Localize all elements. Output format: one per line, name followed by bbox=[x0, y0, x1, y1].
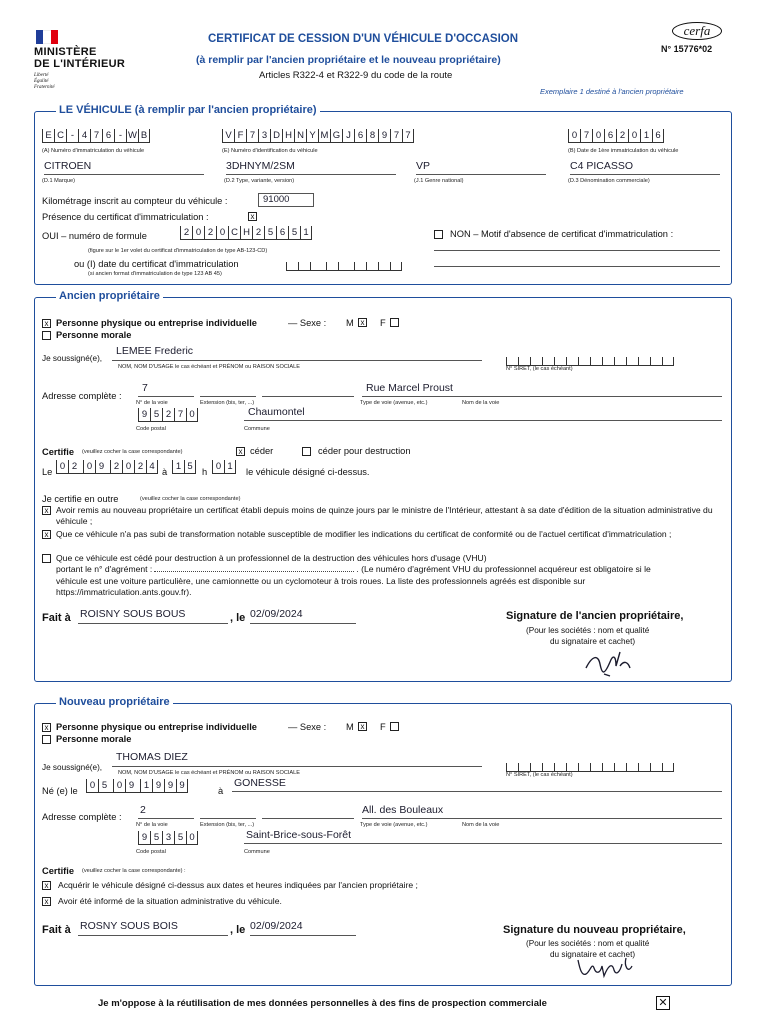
new-owner-address-label: Adresse complète : bbox=[42, 812, 122, 822]
vin-char: 7 bbox=[402, 129, 414, 142]
date-char: 9 bbox=[152, 779, 164, 792]
new-owner-certify-label: Certifie bbox=[42, 866, 75, 876]
old-owner-siret-caption: N° SIRET, (le cas échéant) bbox=[506, 366, 573, 372]
vin-char: D bbox=[270, 129, 282, 142]
date-char: 9 bbox=[164, 779, 176, 792]
registration-char: B bbox=[138, 129, 150, 142]
siret-char bbox=[626, 763, 638, 771]
old-owner-certify-label: Certifie bbox=[42, 447, 75, 457]
new-owner-name-caption: NOM, NOM D'USAGE le cas échéant et PRÉNOM ou RAISON SOCIALE bbox=[118, 770, 300, 776]
registration-char: C bbox=[54, 129, 66, 142]
commercial-name-field[interactable]: C4 PICASSO bbox=[570, 160, 720, 175]
siret-char bbox=[578, 763, 590, 771]
new-owner-person-label: Personne physique ou entreprise individuelle bbox=[56, 722, 257, 732]
new-owner-sex-f-checkbox[interactable] bbox=[390, 722, 399, 731]
siret-char bbox=[638, 763, 650, 771]
old-format-date-boxes[interactable] bbox=[286, 257, 402, 271]
birth-date-boxes[interactable] bbox=[86, 779, 188, 793]
destruction-checkbox[interactable] bbox=[302, 447, 311, 456]
old-date-char bbox=[326, 262, 338, 270]
cert-destruction-line3: véhicule est une voiture particulière, une camionnette ou un cyclomoteur à trois roues. La liste des professionnels agréés est disponible sur bbox=[56, 575, 586, 586]
siret-char bbox=[638, 357, 650, 365]
date-char: 1 bbox=[140, 779, 152, 792]
old-owner-extension-field[interactable] bbox=[200, 382, 256, 397]
old-format-label: ou (I) date du certificat d'immatriculation bbox=[74, 259, 239, 269]
cert-destruction-text bbox=[56, 553, 728, 599]
siret-char bbox=[662, 763, 674, 771]
registration-char: E bbox=[42, 129, 54, 142]
optout-text: Je m'oppose à la réutilisation de mes données personnelles à des fins de prospection commerciale bbox=[98, 998, 547, 1009]
siret-char bbox=[602, 763, 614, 771]
postal-char: 2 bbox=[162, 408, 174, 421]
old-owner-undersigned-label: Je soussigné(e), bbox=[42, 354, 103, 363]
formula-char: 6 bbox=[276, 226, 288, 239]
brand-field[interactable]: CITROEN bbox=[44, 160, 204, 175]
new-owner-fait-le: , le bbox=[230, 924, 246, 936]
copy-note: Exemplaire 1 destiné à l'ancien propriétaire bbox=[540, 87, 684, 96]
vin-boxes[interactable] bbox=[222, 129, 414, 143]
vehicle-designated-text: le véhicule désigné ci-dessus. bbox=[246, 467, 370, 477]
no-certificate-reason-line2[interactable] bbox=[434, 266, 720, 267]
cert-destruction-line1: Que ce véhicule est cédé pour destruction à un professionnel de la destruction des véhicules hors d'usage (VHU) bbox=[56, 553, 487, 563]
formula-number-boxes[interactable] bbox=[180, 226, 312, 240]
date-char: 7 bbox=[580, 129, 592, 142]
new-owner-fait-place[interactable]: ROSNY SOUS BOIS bbox=[78, 920, 228, 936]
date-char: 0 bbox=[628, 129, 640, 142]
acquire-checkbox[interactable]: x bbox=[42, 881, 51, 890]
registration-char: 7 bbox=[90, 129, 102, 142]
formula-char: 5 bbox=[264, 226, 276, 239]
birth-place-label: à bbox=[218, 786, 224, 796]
mileage-field[interactable]: 91000 bbox=[258, 193, 314, 207]
old-owner-siret-boxes[interactable] bbox=[506, 352, 674, 366]
new-owner-certify-hint: (veuillez cocher la case correspondante) : bbox=[82, 868, 186, 874]
registration-char: 4 bbox=[78, 129, 90, 142]
genre-field[interactable]: VP bbox=[416, 160, 546, 175]
new-owner-signature-note2: du signataire et cachet) bbox=[550, 950, 636, 959]
date-char: 0 bbox=[592, 129, 604, 142]
vin-char: H bbox=[282, 129, 294, 142]
old-owner-extension-caption: Extension (bis, ter, ...) bbox=[200, 400, 255, 406]
no-certificate-checkbox[interactable] bbox=[434, 230, 443, 239]
new-owner-signature-note1: (Pour les sociétés : nom et qualité bbox=[526, 939, 650, 948]
no-certificate-reason-line1[interactable] bbox=[434, 250, 720, 251]
presence-checkbox[interactable]: x bbox=[248, 212, 257, 221]
new-owner-sex-m-checkbox[interactable]: x bbox=[358, 722, 367, 731]
date-char: 5 bbox=[98, 779, 110, 792]
vin-char: 7 bbox=[390, 129, 402, 142]
old-owner-name-field[interactable]: LEMEE Frederic bbox=[112, 345, 482, 361]
postal-char: 9 bbox=[138, 408, 150, 421]
registration-char: - bbox=[66, 129, 78, 142]
minute-char: 0 bbox=[212, 460, 224, 473]
new-owner-street-type-field[interactable] bbox=[262, 804, 354, 819]
date-char: 6 bbox=[652, 129, 664, 142]
date-char: 0 bbox=[113, 779, 125, 792]
flag-blue bbox=[36, 30, 43, 44]
old-owner-sex-f-checkbox[interactable] bbox=[390, 318, 399, 327]
new-owner-signature[interactable] bbox=[574, 952, 638, 982]
birth-place-field[interactable]: GONESSE bbox=[232, 777, 722, 792]
cerfa-number: N° 15776*02 bbox=[661, 44, 713, 54]
old-owner-moral-label: Personne morale bbox=[56, 330, 132, 340]
commercial-name-caption: (D.3 Dénomination commerciale) bbox=[568, 178, 650, 184]
motto-egalite: Égalité bbox=[34, 79, 49, 84]
date-char: 2 bbox=[616, 129, 628, 142]
postal-char: 0 bbox=[186, 408, 198, 421]
hour-char: 1 bbox=[172, 460, 184, 473]
vin-char: V bbox=[222, 129, 234, 142]
new-owner-signature-title: Signature du nouveau propriétaire, bbox=[503, 924, 686, 936]
siret-char bbox=[506, 357, 518, 365]
acquire-text: Acquérir le véhicule désigné ci-dessus aux dates et heures indiquées par l'ancien propriétaire ; bbox=[58, 880, 418, 890]
republic-motto bbox=[34, 73, 55, 91]
no-certificate-label: NON – Motif d'absence de certificat d'immatriculation : bbox=[450, 229, 674, 239]
type-field[interactable]: 3DHNYM/2SM bbox=[226, 160, 396, 175]
date-char: 0 bbox=[122, 460, 134, 473]
cert-no-transform-text: Que ce véhicule n'a pas subi de transformation notable susceptible de modifier les indications du certificat de conformité ou de l'actuel certificat d'immatriculation ; bbox=[56, 529, 672, 539]
formula-char: C bbox=[228, 226, 240, 239]
old-owner-fait-label: Fait à bbox=[42, 612, 71, 624]
old-owner-postal-boxes[interactable] bbox=[138, 408, 198, 422]
siret-char bbox=[626, 357, 638, 365]
siret-char bbox=[542, 763, 554, 771]
formula-char: 2 bbox=[204, 226, 216, 239]
old-owner-street-type-field[interactable] bbox=[262, 382, 354, 397]
postal-char: 5 bbox=[150, 408, 162, 421]
old-date-char bbox=[286, 262, 298, 270]
new-owner-title: Nouveau propriétaire bbox=[56, 696, 173, 708]
registration-char: 6 bbox=[102, 129, 114, 142]
signature-stroke bbox=[578, 958, 632, 976]
old-owner-sexe-label: — Sexe : bbox=[288, 318, 327, 328]
old-date-char bbox=[366, 262, 378, 270]
postal-char: 9 bbox=[138, 831, 150, 844]
new-owner-street-type-caption: Type de voie (avenue, etc.) bbox=[360, 822, 428, 828]
new-owner-siret-caption: N° SIRET, (le cas échéant) bbox=[506, 772, 573, 778]
siret-char bbox=[530, 357, 542, 365]
siret-char bbox=[662, 357, 674, 365]
old-date-char bbox=[298, 262, 310, 270]
registration-char: - bbox=[114, 129, 126, 142]
new-owner-street-number-caption: N° de la voie bbox=[136, 822, 168, 828]
registration-number-boxes[interactable] bbox=[42, 129, 150, 143]
old-owner-name-caption: NOM, NOM D'USAGE le cas échéant et PRÉNOM ou RAISON SOCIALE bbox=[118, 364, 300, 370]
signature-stroke bbox=[586, 652, 630, 676]
siret-char bbox=[566, 357, 578, 365]
new-owner-moral-checkbox[interactable] bbox=[42, 735, 51, 744]
date-char: 2 bbox=[68, 460, 80, 473]
date-char: 4 bbox=[146, 460, 158, 473]
old-owner-street-number-caption: N° de la voie bbox=[136, 400, 168, 406]
date-char: 0 bbox=[56, 460, 68, 473]
vin-char: F bbox=[234, 129, 246, 142]
new-owner-postal-boxes[interactable] bbox=[138, 831, 198, 845]
siret-char bbox=[518, 357, 530, 365]
vin-char: M bbox=[318, 129, 330, 142]
cert-report-text: Avoir remis au nouveau propriétaire un certificat établi depuis moins de quinze jours par le ministre de l'Intérieur, attestant à sa date d'édition de la situation administrative du véhicule ; bbox=[56, 505, 713, 526]
old-date-char bbox=[390, 262, 402, 270]
postal-char: 3 bbox=[162, 831, 174, 844]
siret-char bbox=[650, 763, 662, 771]
sale-a-label: à bbox=[162, 467, 168, 477]
date-char: 0 bbox=[568, 129, 580, 142]
minute-char: 1 bbox=[224, 460, 236, 473]
formula-note: (figure sur le 1er volet du certificat d'immatriculation de type AB-123-CD) bbox=[88, 248, 268, 254]
postal-char: 5 bbox=[150, 831, 162, 844]
old-date-char bbox=[310, 262, 322, 270]
siret-char bbox=[566, 763, 578, 771]
sale-minute-boxes[interactable] bbox=[212, 460, 236, 474]
old-owner-city-caption: Commune bbox=[244, 426, 270, 432]
document-subtitle: (à remplir par l'ancien propriétaire et le nouveau propriétaire) bbox=[196, 54, 501, 66]
old-owner-street-number[interactable]: 7 bbox=[138, 382, 194, 397]
old-owner-address-label: Adresse complète : bbox=[42, 391, 122, 401]
new-owner-undersigned-label: Je soussigné(e), bbox=[42, 763, 103, 772]
vin-char: J bbox=[342, 129, 354, 142]
cerfa-logo: cerfa bbox=[672, 22, 722, 40]
vin-char: 3 bbox=[258, 129, 270, 142]
old-owner-signature-title: Signature de l'ancien propriétaire, bbox=[506, 610, 684, 622]
vin-char: G bbox=[330, 129, 342, 142]
new-owner-extension-caption: Extension (bis, ter, ...) bbox=[200, 822, 255, 828]
old-owner-title: Ancien propriétaire bbox=[56, 290, 163, 302]
new-owner-extension-field[interactable] bbox=[200, 804, 256, 819]
formula-char: 1 bbox=[300, 226, 312, 239]
formula-char: 0 bbox=[216, 226, 228, 239]
document-title: CERTIFICAT DE CESSION D'UN VÉHICULE D'OCCASION bbox=[208, 33, 519, 45]
old-owner-signature-note1: (Pour les sociétés : nom et qualité bbox=[526, 626, 650, 635]
date-char: 1 bbox=[640, 129, 652, 142]
date-char: 6 bbox=[604, 129, 616, 142]
sale-h-label: h bbox=[202, 467, 208, 477]
vin-char: Y bbox=[306, 129, 318, 142]
genre-caption: (J.1 Genre national) bbox=[414, 178, 464, 184]
siret-char bbox=[554, 763, 566, 771]
postal-char: 5 bbox=[174, 831, 186, 844]
old-owner-street-name-field[interactable]: Rue Marcel Proust bbox=[362, 382, 722, 397]
new-owner-fait-label: Fait à bbox=[42, 924, 71, 936]
optout-checkbox[interactable]: ✕ bbox=[656, 996, 670, 1010]
siret-char bbox=[518, 763, 530, 771]
old-format-note: (si ancien format d'immatriculation de type 123 AB 45) bbox=[88, 271, 222, 277]
siret-char bbox=[602, 357, 614, 365]
approval-number-field[interactable] bbox=[154, 571, 354, 572]
old-owner-street-type-caption: Type de voie (avenue, etc.) bbox=[360, 400, 428, 406]
siret-char bbox=[590, 763, 602, 771]
cert-destruction-line4: https://immatriculation.ants.gouv.fr). bbox=[56, 587, 192, 598]
postal-char: 0 bbox=[186, 831, 198, 844]
informed-text: Avoir été informé de la situation administrative du véhicule. bbox=[58, 896, 282, 906]
new-owner-siret-boxes[interactable] bbox=[506, 758, 674, 772]
old-date-char bbox=[338, 262, 350, 270]
old-owner-person-label: Personne physique ou entreprise individuelle bbox=[56, 318, 257, 328]
date-char: 0 bbox=[83, 460, 95, 473]
vin-caption: (E) Numéro d'identification du véhicule bbox=[222, 148, 318, 154]
new-owner-city-field[interactable]: Saint-Brice-sous-Forêt bbox=[244, 829, 722, 844]
type-caption: (D.2 Type, variante, version) bbox=[224, 178, 295, 184]
ministry-name-line1: MINISTÈRE bbox=[34, 46, 97, 58]
postal-char: 7 bbox=[174, 408, 186, 421]
old-date-char bbox=[354, 262, 366, 270]
new-owner-fait-date[interactable]: 02/09/2024 bbox=[250, 920, 356, 936]
old-owner-city-field[interactable]: Chaumontel bbox=[244, 406, 722, 421]
also-certify-hint: (veuillez cocher la case correspondante) bbox=[140, 496, 241, 502]
ministry-name-line2: DE L'INTÉRIEUR bbox=[34, 58, 126, 70]
ceder-checkbox[interactable]: x bbox=[236, 447, 245, 456]
new-owner-sex-m-label: M bbox=[346, 722, 354, 732]
old-owner-street-name-caption: Nom de la voie bbox=[462, 400, 500, 406]
new-owner-person-checkbox[interactable]: x bbox=[42, 723, 51, 732]
cert-destruction-checkbox[interactable] bbox=[42, 554, 51, 563]
flag-red bbox=[51, 30, 58, 44]
vehicle-section-title: LE VÉHICULE (à remplir par l'ancien propriétaire) bbox=[56, 104, 320, 116]
informed-checkbox[interactable]: x bbox=[42, 897, 51, 906]
formula-char: 0 bbox=[192, 226, 204, 239]
siret-char bbox=[614, 357, 626, 365]
old-owner-moral-checkbox[interactable] bbox=[42, 331, 51, 340]
flag-white bbox=[43, 30, 50, 44]
birth-date-label: Né (e) le bbox=[42, 786, 78, 796]
registration-char: W bbox=[126, 129, 138, 142]
new-owner-moral-label: Personne morale bbox=[56, 734, 132, 744]
new-owner-street-number[interactable]: 2 bbox=[138, 804, 194, 819]
siret-char bbox=[542, 357, 554, 365]
formula-char: 2 bbox=[252, 226, 264, 239]
siret-char bbox=[530, 763, 542, 771]
new-owner-street-name-field[interactable]: All. des Bouleaux bbox=[362, 804, 722, 819]
mileage-label: Kilométrage inscrit au compteur du véhicule : bbox=[42, 196, 228, 206]
formula-label: OUI – numéro de formule bbox=[42, 231, 147, 241]
cert-no-transform-checkbox[interactable]: x bbox=[42, 530, 51, 539]
old-owner-certify-hint: (veuillez cocher la case correspondante) bbox=[82, 449, 183, 455]
siret-char bbox=[650, 357, 662, 365]
old-owner-sex-f-label: F bbox=[380, 318, 386, 328]
old-owner-sex-m-label: M bbox=[346, 318, 354, 328]
new-owner-sex-f-label: F bbox=[380, 722, 386, 732]
ceder-label: céder bbox=[250, 446, 274, 456]
date-char: 2 bbox=[110, 460, 122, 473]
sale-hour-boxes[interactable] bbox=[172, 460, 196, 474]
old-owner-person-checkbox[interactable]: x bbox=[42, 319, 51, 328]
registration-caption: (A) Numéro d'immatriculation du véhicule bbox=[42, 148, 145, 154]
sale-le-label: Le bbox=[42, 467, 53, 477]
vin-char: 6 bbox=[354, 129, 366, 142]
siret-char bbox=[578, 357, 590, 365]
new-owner-street-name-caption: Nom de la voie bbox=[462, 822, 500, 828]
marianne-logo bbox=[36, 30, 58, 44]
vin-char: 7 bbox=[246, 129, 258, 142]
approval-note: . (Le numéro d'agrément VHU du professionnel acquéreur est obligatoire si le bbox=[356, 564, 651, 575]
motto-fraternite: Fraternité bbox=[34, 85, 55, 90]
vin-char: 8 bbox=[366, 129, 378, 142]
new-owner-city-caption: Commune bbox=[244, 849, 270, 855]
date-char: 2 bbox=[134, 460, 146, 473]
legal-articles: Articles R322-4 et R322-9 du code de la route bbox=[259, 70, 453, 81]
formula-char: H bbox=[240, 226, 252, 239]
also-certify-label: Je certifie en outre bbox=[42, 494, 119, 504]
old-date-char bbox=[378, 262, 390, 270]
vin-char: N bbox=[294, 129, 306, 142]
date-char: 9 bbox=[95, 460, 107, 473]
new-owner-name-field[interactable]: THOMAS DIEZ bbox=[112, 751, 482, 767]
formula-char: 2 bbox=[180, 226, 192, 239]
siret-char bbox=[506, 763, 518, 771]
first-registration-caption: (B) Date de 1ère immatriculation du véhicule bbox=[568, 148, 679, 154]
cert-report-checkbox[interactable]: x bbox=[42, 506, 51, 515]
date-char: 9 bbox=[125, 779, 137, 792]
old-owner-postal-caption: Code postal bbox=[136, 426, 166, 432]
old-owner-signature[interactable] bbox=[580, 646, 640, 680]
brand-caption: (D.1 Marque) bbox=[42, 178, 75, 184]
date-char: 9 bbox=[176, 779, 188, 792]
motto-liberte: Liberté bbox=[34, 73, 49, 78]
presence-label: Présence du certificat d'immatriculation : bbox=[42, 212, 209, 222]
old-owner-fait-place[interactable]: ROISNY SOUS BOUS bbox=[78, 608, 228, 624]
old-owner-signature-note2: du signataire et cachet) bbox=[550, 637, 636, 646]
formula-char: 5 bbox=[288, 226, 300, 239]
vin-char: 9 bbox=[378, 129, 390, 142]
siret-char bbox=[590, 357, 602, 365]
new-owner-postal-caption: Code postal bbox=[136, 849, 166, 855]
old-owner-sex-m-checkbox[interactable]: x bbox=[358, 318, 367, 327]
approval-label: portant le n° d'agrément : bbox=[56, 564, 153, 575]
siret-char bbox=[614, 763, 626, 771]
cert-destruction-line2 bbox=[56, 564, 728, 575]
date-char: 0 bbox=[86, 779, 98, 792]
old-owner-fait-date[interactable]: 02/09/2024 bbox=[250, 608, 356, 624]
siret-char bbox=[554, 357, 566, 365]
hour-char: 5 bbox=[184, 460, 196, 473]
flag-icon bbox=[36, 30, 58, 44]
first-registration-date-boxes[interactable] bbox=[568, 129, 664, 143]
destruction-label: céder pour destruction bbox=[318, 446, 411, 456]
sale-date-boxes[interactable] bbox=[56, 460, 158, 474]
new-owner-sexe-label: — Sexe : bbox=[288, 722, 327, 732]
old-owner-fait-le: , le bbox=[230, 612, 246, 624]
